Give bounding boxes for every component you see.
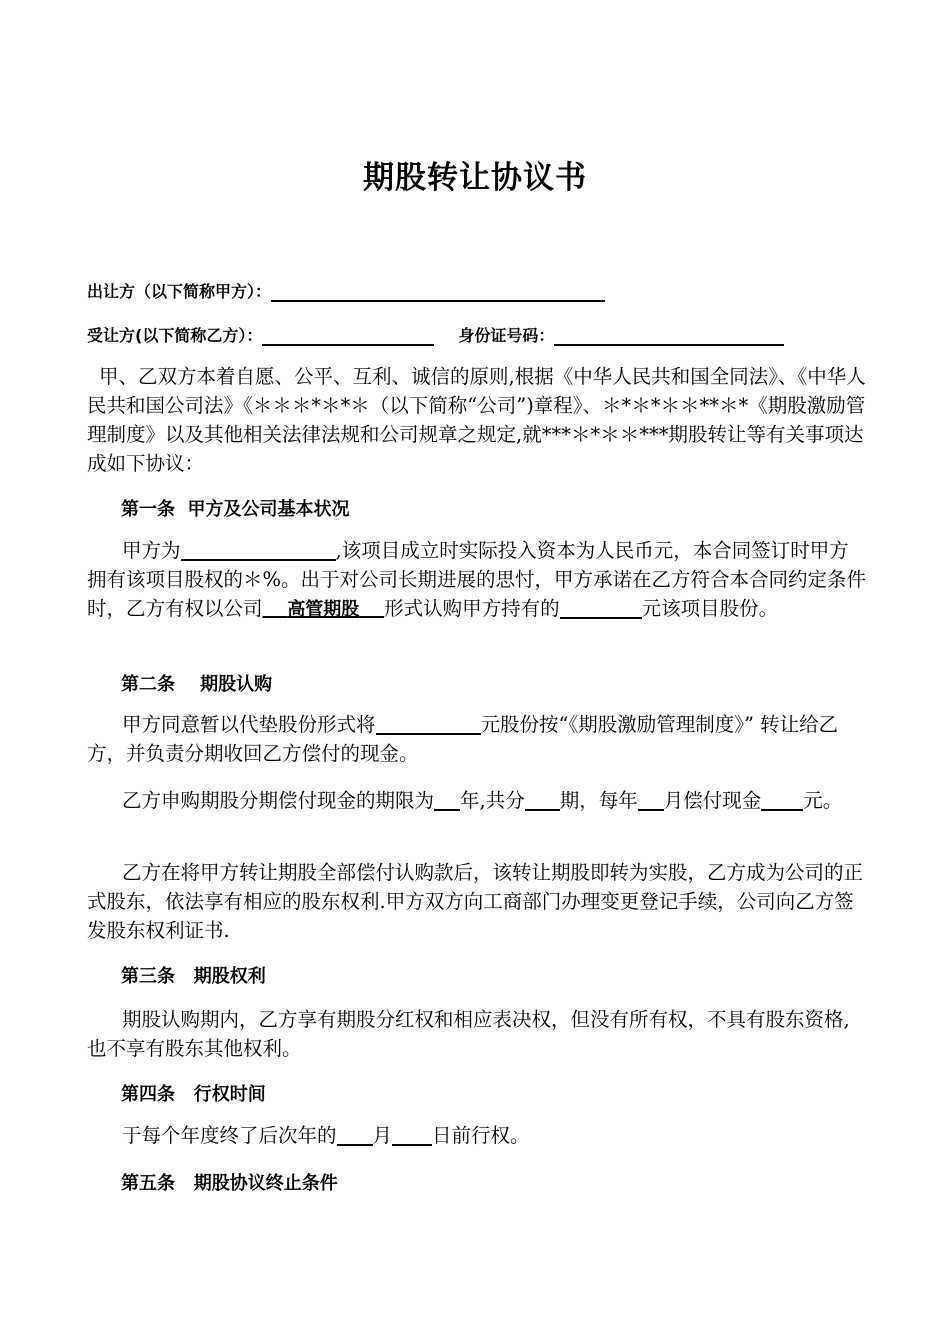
- s2-p3-text: 乙方在将甲方转让期股全部偿付认购款后，该转让期股即转为实股，乙方成为公司的正式股东，依法享有相应的股东权利.甲方双方向工商部门办理变更登记手续，公司向乙方签发股东权利证书.: [87, 861, 864, 942]
- s4-month-blank[interactable]: [337, 1124, 373, 1146]
- transferor-label: 出让方（以下简称甲方）：: [87, 282, 272, 301]
- s1-form-value: 高管期股: [287, 599, 360, 620]
- document-title: 期股转让协议书: [363, 160, 587, 196]
- section-2-paragraph-1: [87, 710, 867, 768]
- s1-text-c: 形式认购甲方持有的: [384, 597, 560, 620]
- s2-month-blank[interactable]: [638, 789, 664, 811]
- transferor-blank[interactable]: [271, 284, 605, 302]
- s2-cash-blank-b[interactable]: [781, 789, 803, 811]
- preamble-text: 甲、乙双方本着自愿、公平、互利、诚信的原则,根据《中华人民共和国全同法》、《中华人民共和国公司法》《＊＊＊*＊*＊（以下简称“公司”)章程》、＊*＊*＊＊**＊*《期股激励管理制度》以及其他相关法律法规和公司规章之规定,就***＊*＊＊***期股转让等有关事项达成如下协议：: [87, 365, 866, 475]
- s2-p2-text-a: 乙方申购期股分期偿付现金的期限为: [122, 789, 435, 812]
- section-2-paragraph-3: [87, 858, 867, 945]
- id-number-blank[interactable]: [554, 328, 784, 346]
- transferor-line: [87, 279, 605, 302]
- transferee-label: 受让方(以下简称乙方）：: [87, 326, 263, 345]
- s1-amount-blank-a[interactable]: [560, 597, 590, 619]
- s1-text-d: 元该项目股份。: [641, 597, 779, 620]
- s2-p2-text-e: 元。: [803, 789, 843, 812]
- section-2-heading: 第二条 期股认购: [121, 674, 273, 695]
- s4-text-b: 月: [372, 1124, 393, 1147]
- s3-text: 期股认购期内，乙方享有期股分红权和相应表决权，但没有所有权，不具有股东资格,也不享有股东其他权利。: [87, 1008, 850, 1060]
- section-4-paragraph: [87, 1121, 867, 1150]
- transferee-blank[interactable]: [262, 328, 434, 346]
- s1-text-b: ,该项目成立时实际投入资本为人民币元，本合同签订时甲方拥有该项目股权的＊%。出于对公司长期进展的思忖，甲方承诺在乙方符合本合同约定条件时，乙方有权以公司: [87, 539, 867, 620]
- s2-text-a: 甲方同意暂以代垫股份形式将: [122, 713, 376, 736]
- s2-p2-text-d: 月偿付现金: [663, 789, 762, 812]
- s2-years-blank[interactable]: [434, 789, 460, 811]
- s1-amount-blank-b[interactable]: [590, 597, 642, 619]
- section-4-heading: 第四条 行权时间: [121, 1084, 266, 1105]
- s2-p2-text-c: 期，每年: [559, 789, 638, 812]
- s1-text-a: 甲方为: [122, 539, 181, 562]
- preamble-paragraph: [87, 362, 867, 478]
- s2-share-blank[interactable]: [376, 713, 481, 735]
- section-1-paragraph: [87, 536, 867, 624]
- s1-project-blank[interactable]: [181, 539, 336, 561]
- s2-text-b: 元股份按“《期股激励管理制度》” 转让给乙方，并负责分期收回乙方偿付的现金。: [87, 713, 839, 765]
- transferee-line: [87, 323, 784, 346]
- section-5-heading: 第五条 期股协议终止条件: [121, 1173, 338, 1194]
- id-label: 身份证号码：: [458, 326, 555, 345]
- s4-day-blank[interactable]: [392, 1124, 432, 1146]
- section-3-paragraph: [87, 1005, 867, 1063]
- section-1-heading: 第一条 甲方及公司基本状况: [121, 499, 350, 520]
- s4-text-a: 于每个年度终了后次年的: [122, 1124, 337, 1147]
- s2-cash-blank-a[interactable]: [761, 789, 781, 811]
- section-3-heading: 第三条 期股权利: [121, 966, 266, 987]
- s4-text-c: 日前行权。: [432, 1124, 530, 1147]
- section-2-paragraph-2: [87, 786, 867, 815]
- s2-p2-text-b: 年,共分: [460, 789, 525, 812]
- s2-periods-blank[interactable]: [525, 789, 560, 811]
